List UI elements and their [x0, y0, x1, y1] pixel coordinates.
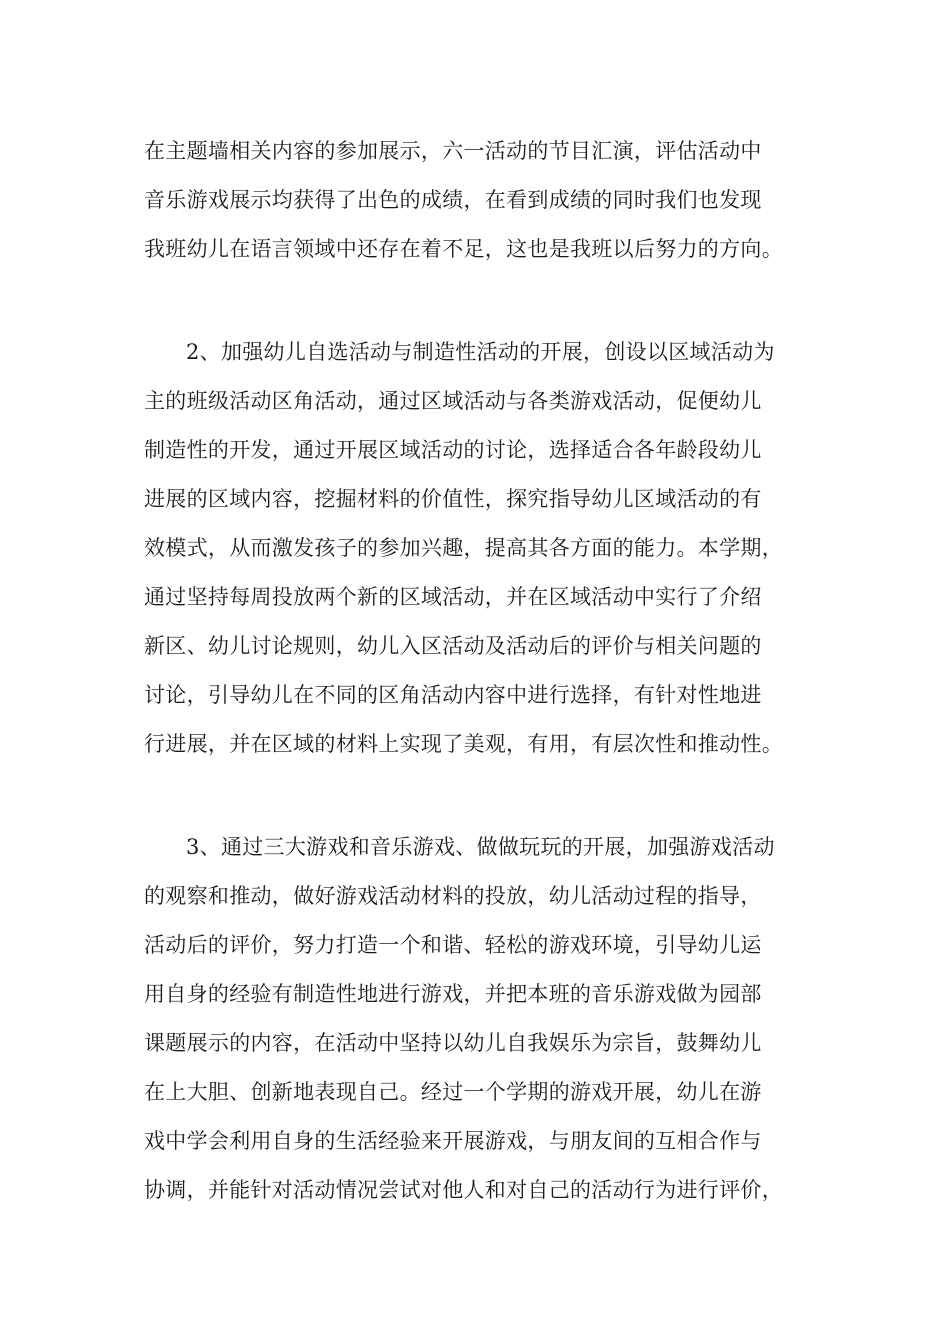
paragraph-3-line-4: 用自身的经验有制造性地进行游戏，并把本班的音乐游戏做为园部 — [144, 982, 762, 1006]
paragraph-3-line-1: 3、通过三大游戏和音乐游戏、做做玩玩的开展，加强游戏活动 — [186, 835, 775, 859]
paragraph-2-line-9: 行进展，并在区域的材料上实现了美观，有用，有层次性和推动性。 — [144, 732, 783, 756]
paragraph-1-line-3: 我班幼儿在语言领域中还存在着不足，这也是我班以后努力的方向。 — [144, 237, 783, 261]
paragraph-2-line-6: 通过坚持每周投放两个新的区域活动，并在区域活动中实行了介绍 — [144, 585, 762, 609]
paragraph-2-line-2: 主的班级活动区角活动，通过区域活动与各类游戏活动，促便幼儿 — [144, 389, 762, 413]
paragraph-1-line-2: 音乐游戏展示均获得了出色的成绩，在看到成绩的同时我们也发现 — [144, 188, 762, 212]
paragraph-2-line-4: 进展的区域内容，挖掘材料的价值性，探究指导幼儿区域活动的有 — [144, 487, 762, 511]
paragraph-3-line-2: 的观察和推动，做好游戏活动材料的投放，幼儿活动过程的指导， — [144, 884, 762, 908]
paragraph-2-line-5: 效模式，从而激发孩子的参加兴趣，提高其各方面的能力。本学期， — [144, 536, 783, 560]
paragraph-2-line-1: 2、加强幼儿自选活动与制造性活动的开展，创设以区域活动为 — [186, 340, 775, 364]
paragraph-3-line-8: 协调，并能针对活动情况尝试对他人和对自己的活动行为进行评价， — [144, 1178, 783, 1202]
paragraph-2-line-8: 讨论，引导幼儿在不同的区角活动内容中进行选择，有针对性地进 — [144, 683, 762, 707]
paragraph-2-line-7: 新区、幼儿讨论规则，幼儿入区活动及活动后的评价与相关问题的 — [144, 634, 762, 658]
paragraph-2-line-3: 制造性的开发，通过开展区域活动的讨论，选择适合各年龄段幼儿 — [144, 438, 762, 462]
paragraph-3-line-3: 活动后的评价，努力打造一个和谐、轻松的游戏环境，引导幼儿运 — [144, 933, 762, 957]
paragraph-3-line-5: 课题展示的内容，在活动中坚持以幼儿自我娱乐为宗旨，鼓舞幼儿 — [144, 1031, 762, 1055]
paragraph-1-line-1: 在主题墙相关内容的参加展示，六一活动的节目汇演，评估活动中 — [144, 139, 762, 163]
paragraph-3-line-6: 在上大胆、创新地表现自己。经过一个学期的游戏开展，幼儿在游 — [144, 1080, 762, 1104]
paragraph-3-line-7: 戏中学会利用自身的生活经验来开展游戏，与朋友间的互相合作与 — [144, 1129, 762, 1153]
